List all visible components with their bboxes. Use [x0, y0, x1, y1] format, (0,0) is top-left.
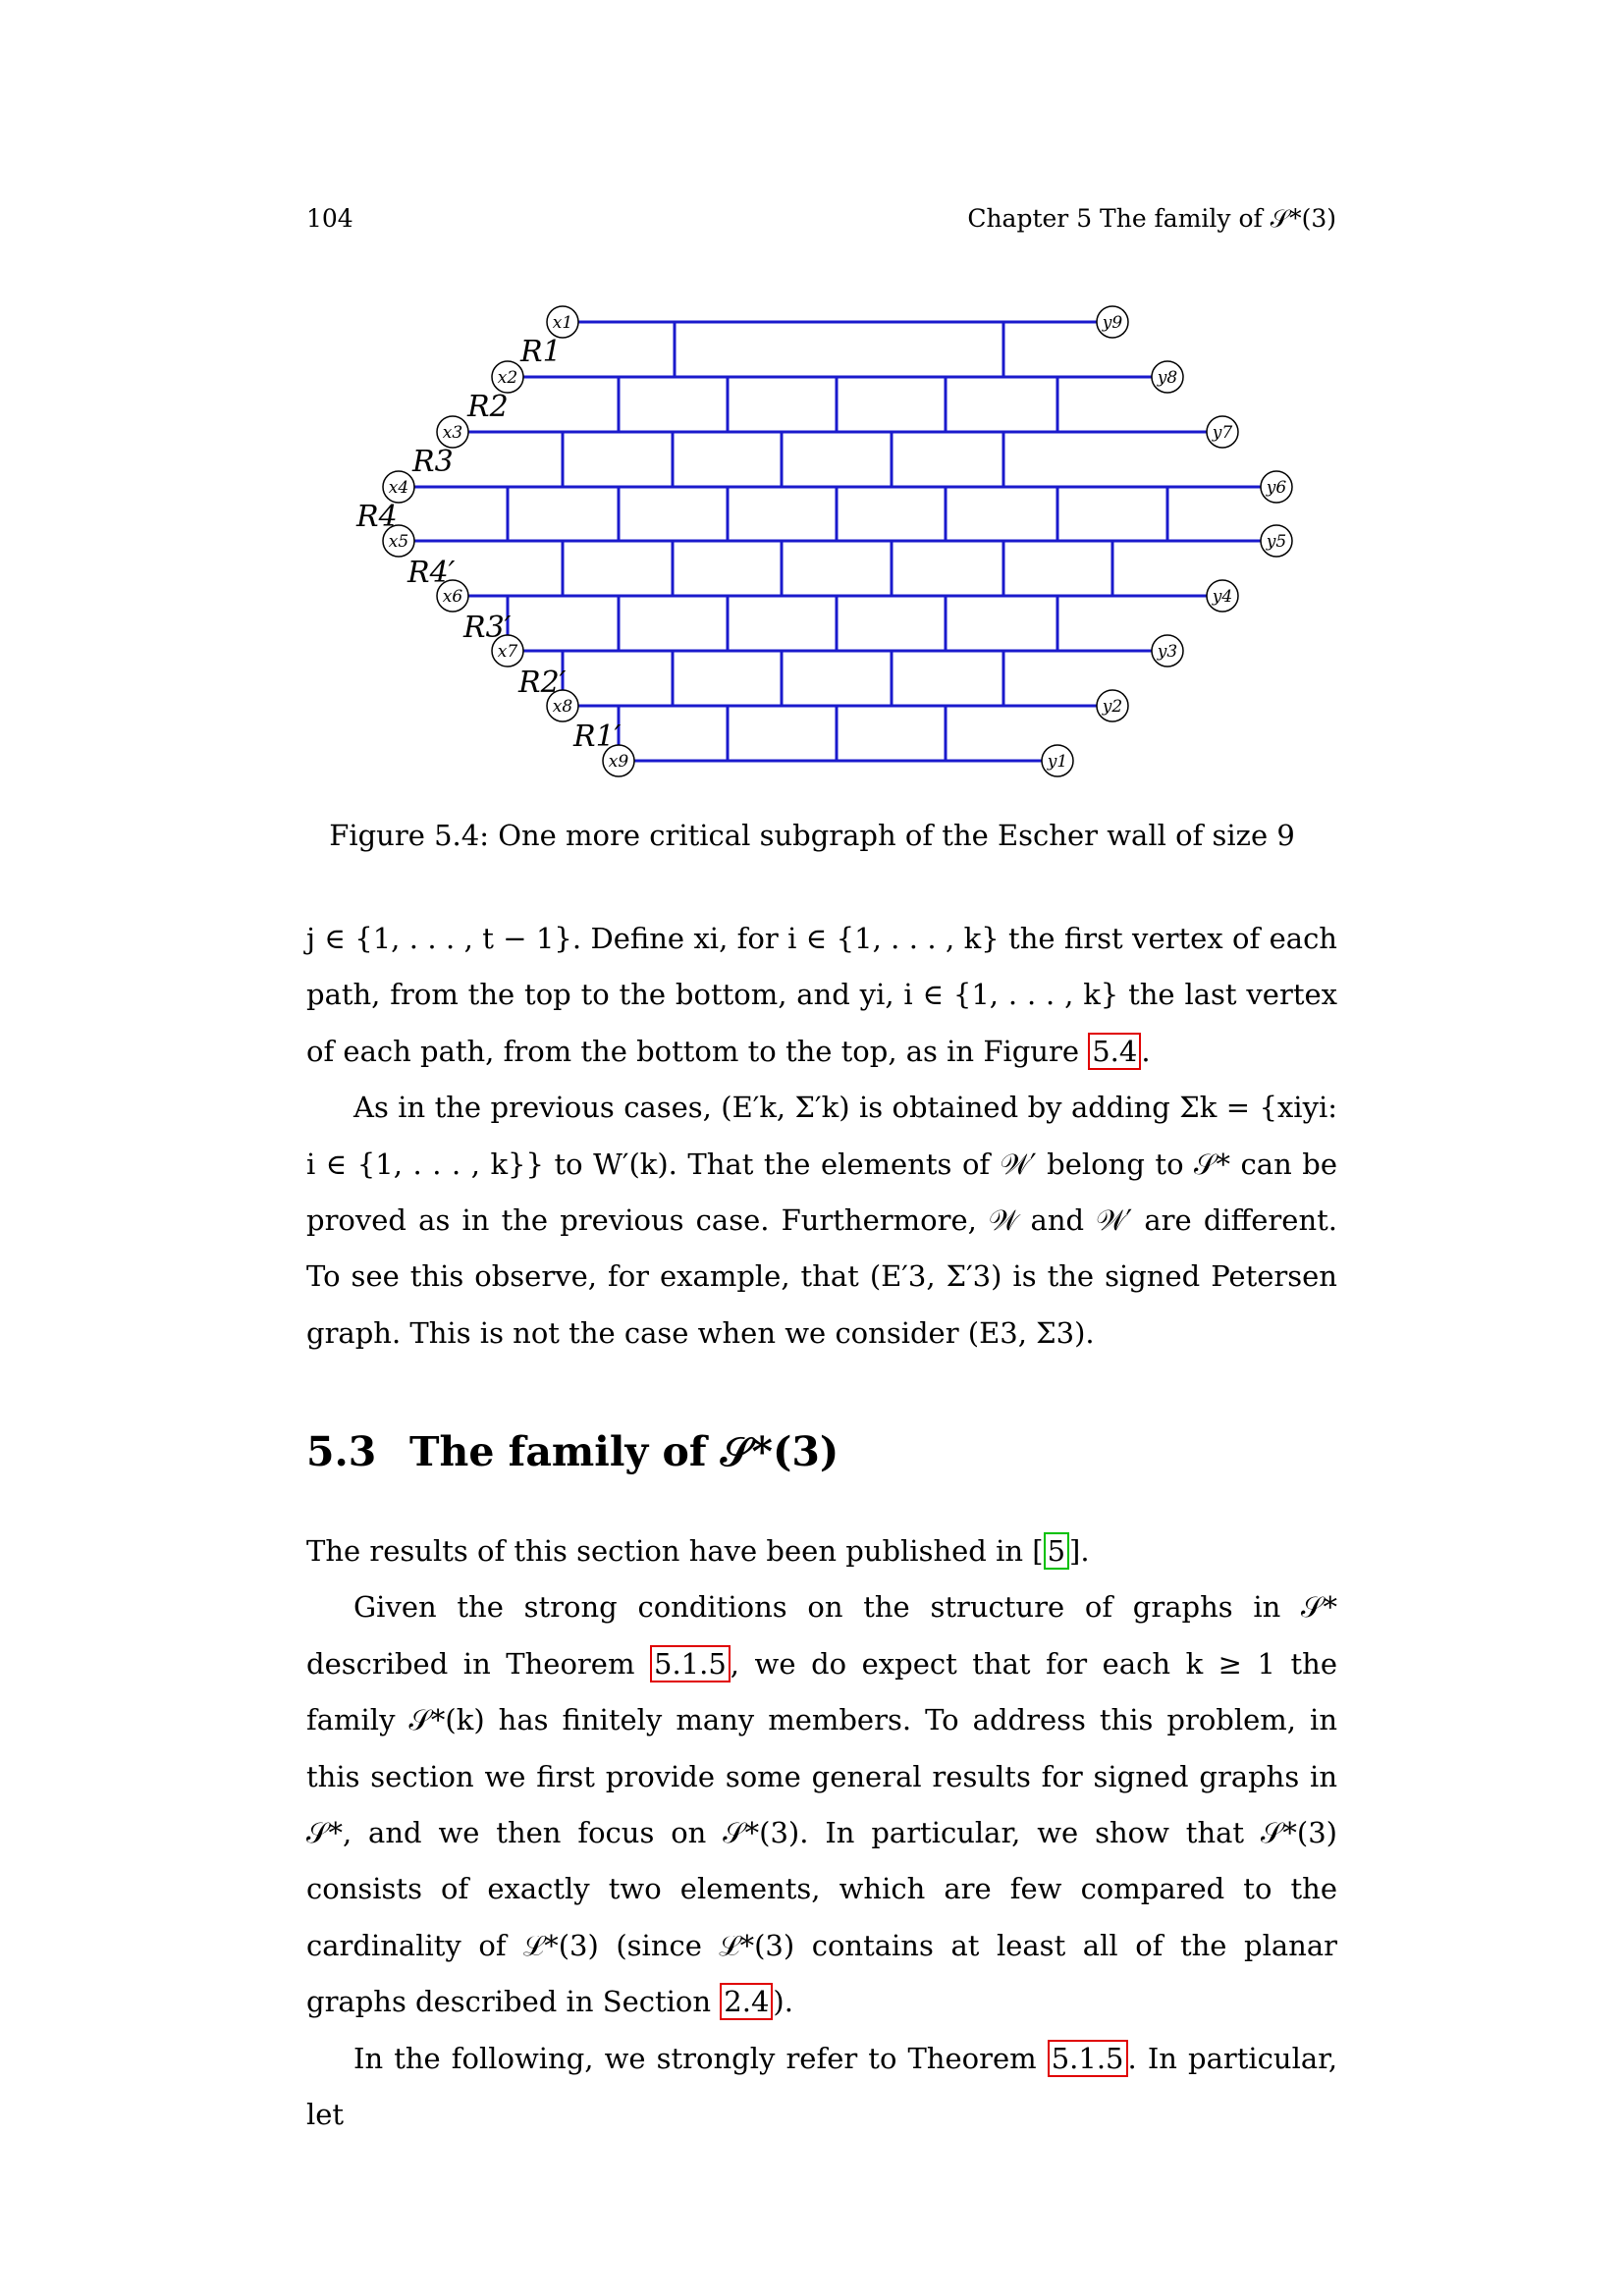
svg-text:x2: x2 [497, 368, 518, 388]
svg-text:y2: y2 [1102, 697, 1123, 717]
paragraph-3: The results of this section have been published in [ 5 ]. [306, 1534, 1090, 1568]
section-heading [306, 1428, 839, 1476]
path-label-7: R2′ [518, 666, 567, 700]
svg-text:x5: x5 [388, 532, 409, 552]
paragraph-1: j ∈ {1, . . . , t − 1}. Define xi, for i ∈ {1, . . . , k} the first vertex of each path, from the top to the bottom, and yi, i ∈ {1, . . . , k} the last vertex of each path, from the bottom to the top, as in Figure 5.4 . As in the previous cases, (E′k, Σ′k) is obtained by adding Σk = {xiyi: i ∈ {1, . . . , k}} to W′(k). That the elements of 𝒲′ belong to 𝒮* can be proved as in the previous case. Furthermore, 𝒲 and 𝒲′ are different. To see this observe, for example, that (E′3, Σ′3) is the signed Petersen graph. This is not the case when we consider (E3, Σ3). [306, 911, 1337, 1362]
paragraph-3-text: The results of this section have been published in [306, 1534, 1024, 1568]
svg-text:x7: x7 [497, 642, 518, 662]
svg-text:x9: x9 [608, 752, 629, 772]
citation-link[interactable]: 5 [1044, 1532, 1069, 1570]
svg-text:x6: x6 [442, 587, 463, 607]
theorem-ref-link[interactable]: 5.1.5 [650, 1645, 731, 1682]
svg-text:y1: y1 [1047, 752, 1068, 772]
section-number: 5.3 [306, 1428, 377, 1475]
theorem-ref-link-2[interactable]: 5.1.5 [1048, 2040, 1128, 2077]
svg-text:y8: y8 [1157, 368, 1178, 388]
paragraph-5-text-b: In particular, let [306, 2041, 1338, 2132]
figure-ref-link[interactable]: 5.4 [1088, 1033, 1141, 1070]
vertex-y3 [1152, 635, 1183, 667]
vertex-x1 [547, 306, 578, 338]
escher-wall-figure [295, 294, 1335, 785]
vertex-y8 [1152, 361, 1183, 393]
section-title: The family of 𝒮*(3) [409, 1428, 839, 1475]
svg-text:y6: y6 [1266, 478, 1287, 498]
svg-text:y5: y5 [1266, 532, 1287, 552]
path-label-4: R4 [356, 500, 398, 534]
path-label-5: R4′ [407, 556, 456, 590]
svg-text:x4: x4 [388, 478, 409, 498]
paragraph-4-text-a: Given the strong conditions on the structure of graphs in 𝒮* described in Theorem [306, 1590, 1337, 1681]
vertex-y5 [1261, 525, 1292, 557]
section-body [306, 1523, 1337, 2143]
vertex-y9 [1097, 306, 1128, 338]
vertex-x2 [492, 361, 523, 393]
vertex-y6 [1261, 471, 1292, 503]
vertex-x3 [437, 416, 468, 448]
vertex-y4 [1207, 580, 1238, 612]
svg-text:y7: y7 [1212, 423, 1233, 443]
vertex-y7 [1207, 416, 1238, 448]
page-number: 104 [306, 204, 353, 233]
vertex-y2 [1097, 690, 1128, 721]
paragraph-5: In the following, we strongly refer to Theorem 5.1.5 . In particular, let [306, 2041, 1338, 2132]
running-head: Chapter 5 The family of 𝒮*(3) [967, 204, 1336, 233]
svg-text:y4: y4 [1212, 587, 1233, 607]
path-label-3: R3 [412, 445, 454, 479]
paragraph-4-text-b: we do expect that for each k ≥ 1 the family 𝒮*(k) has finitely many members. To address this problem, in this section we first provide some general results for signed graphs in 𝒮*, and we then focus on 𝒮*(3). In particular, we show that 𝒮*(3) consists of exactly two elements, which are few compared to the cardinality of ℒ*(3) (since ℒ*(3) contains at least all of the planar graphs described in Section [306, 1646, 1337, 2019]
svg-text:y9: y9 [1102, 313, 1123, 333]
svg-text:x8: x8 [552, 697, 573, 717]
svg-text:x3: x3 [442, 423, 463, 443]
vertex-y1 [1042, 745, 1073, 776]
path-label-8: R1′ [573, 720, 622, 754]
path-label-1: R1 [520, 335, 562, 369]
paragraph-2: As in the previous cases, (E′k, Σ′k) is obtained by adding Σk = {xiyi: i ∈ {1, . . . , k}} to W′(k). That the elements of 𝒲′ belong to 𝒮* can be proved as in the previous case. Furthermore, 𝒲 and 𝒲′ are different. To see this observe, for example, that (E′3, Σ′3) is the signed Petersen graph. This is not the case when we consider (E3, Σ3). [306, 1091, 1337, 1350]
section-ref-link[interactable]: 2.4 [720, 1983, 773, 2020]
svg-text:y3: y3 [1157, 642, 1178, 662]
figure-caption: Figure 5.4: One more critical subgraph of the Escher wall of size 9 [329, 819, 1295, 852]
paragraph-4: Given the strong conditions on the structure of graphs in 𝒮* described in Theorem 5.1.5 , we do expect that for each k ≥ 1 the family 𝒮*(k) has finitely many members. To address this problem, in this section we first provide some general results for signed graphs in 𝒮*, and we then focus on 𝒮*(3). In particular, we show that 𝒮*(3) consists of exactly two elements, which are few compared to the cardinality of ℒ*(3) (since ℒ*(3) contains at least all of the planar graphs described in Section 2.4 ). [306, 1590, 1337, 2019]
path-label-6: R3′ [463, 611, 512, 645]
path-label-2: R2 [467, 390, 509, 424]
vertex-x4 [383, 471, 414, 503]
paragraph-5-text-a: In the following, we strongly refer to Theorem [353, 2041, 1037, 2075]
svg-text:x1: x1 [552, 313, 573, 333]
paragraph-1-text: j ∈ {1, . . . , t − 1}. Define xi, for i ∈ {1, . . . , k} the first vertex of each path, from the top to the bottom, and yi, i ∈ {1, . . . , k} the last vertex of each path, from the bottom to the top, as in Figure [306, 922, 1337, 1068]
